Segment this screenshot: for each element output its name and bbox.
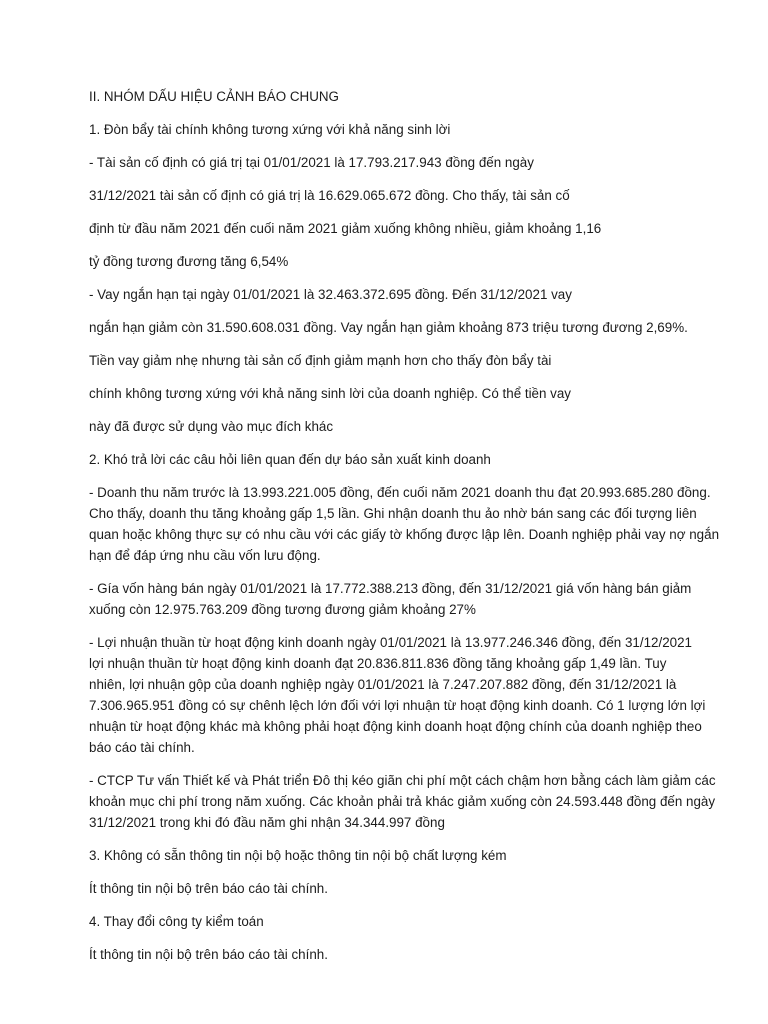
item1-line: ngắn hạn giảm còn 31.590.608.031 đồng. Vay ngắn hạn giảm khoảng 873 triệu tương đương 2,69%. bbox=[89, 320, 688, 335]
paragraph-line: lợi nhuận thuần từ hoạt động kinh doanh đạt 20.836.811.836 đồng tăng khoảng gấp 1,49 lần. Tuy bbox=[89, 656, 667, 671]
item2-paragraph-costs bbox=[89, 770, 716, 833]
section-title: II. NHÓM DẤU HIỆU CẢNH BÁO CHUNG bbox=[89, 89, 339, 104]
item1-line: định từ đầu năm 2021 đến cuối năm 2021 giảm xuống không nhiều, giảm khoảng 1,16 bbox=[89, 221, 602, 236]
item4-heading: 4. Thay đổi công ty kiểm toán bbox=[89, 914, 264, 929]
paragraph-line: 7.306.965.951 đồng có sự chênh lệch lớn đối với lợi nhuận từ hoạt động kinh doanh. Có 1 lượng lớn lợi bbox=[89, 698, 706, 713]
paragraph-line: - CTCP Tư vấn Thiết kế và Phát triển Đô thị kéo giãn chi phí một cách chậm hơn bằng cách làm giảm các bbox=[89, 773, 716, 788]
item1-line: - Tài sản cố định có giá trị tại 01/01/2021 là 17.793.217.943 đồng đến ngày bbox=[89, 155, 534, 170]
paragraph-line: nhiên, lợi nhuận gộp của doanh nghiệp ngày 01/01/2021 là 7.247.207.882 đồng, đến 31/12/2021 là bbox=[89, 677, 677, 692]
item1-heading: 1. Đòn bẩy tài chính không tương xứng với khả năng sinh lời bbox=[89, 122, 451, 137]
paragraph-line: hạn để đáp ứng nhu cầu vốn lưu động. bbox=[89, 548, 321, 563]
item2-paragraph-profit bbox=[89, 632, 706, 758]
item2-paragraph-cogs bbox=[89, 578, 692, 620]
paragraph-line: nhuận từ hoạt động khác mà không phải hoạt động kinh doanh hoạt động chính của doanh nghiệp theo bbox=[89, 719, 702, 734]
item1-line: chính không tương xứng với khả năng sinh lời của doanh nghiệp. Có thể tiền vay bbox=[89, 386, 572, 401]
item1-line: này đã được sử dụng vào mục đích khác bbox=[89, 419, 334, 434]
paragraph-line: - Lợi nhuận thuần từ hoạt động kinh doanh ngày 01/01/2021 là 13.977.246.346 đồng, đến 31/12/2021 bbox=[89, 635, 692, 650]
item2-heading: 2. Khó trả lời các câu hỏi liên quan đến dự báo sản xuất kinh doanh bbox=[89, 452, 491, 467]
item4-text: Ít thông tin nội bộ trên báo cáo tài chính. bbox=[89, 947, 328, 962]
paragraph-line: báo cáo tài chính. bbox=[89, 740, 195, 755]
paragraph-line: - Gía vốn hàng bán ngày 01/01/2021 là 17.772.388.213 đồng, đến 31/12/2021 giá vốn hàng bán giảm bbox=[89, 581, 692, 596]
paragraph-line: quan hoặc không thực sự có nhu cầu với các giấy tờ khống được lập lên. Doanh nghiệp phải vay nợ ngắn bbox=[89, 527, 720, 542]
item3-text: Ít thông tin nội bộ trên báo cáo tài chính. bbox=[89, 881, 328, 896]
document-body bbox=[89, 86, 720, 965]
item3-heading: 3. Không có sẵn thông tin nội bộ hoặc thông tin nội bộ chất lượng kém bbox=[89, 848, 507, 863]
item2-paragraph-revenue bbox=[89, 482, 720, 566]
paragraph-line: Cho thấy, doanh thu tăng khoảng gấp 1,5 lần. Ghi nhận doanh thu ảo nhờ bán sang các đối tượng liên bbox=[89, 506, 697, 521]
paragraph-line: khoản mục chi phí trong năm xuống. Các khoản phải trả khác giảm xuống còn 24.593.448 đồng đến ngày bbox=[89, 794, 716, 809]
item1-line: 31/12/2021 tài sản cố định có giá trị là 16.629.065.672 đồng. Cho thấy, tài sản cố bbox=[89, 188, 570, 203]
paragraph-line: xuống còn 12.975.763.209 đồng tương đương giảm khoảng 27% bbox=[89, 602, 476, 617]
paragraph-line: - Doanh thu năm trước là 13.993.221.005 đồng, đến cuối năm 2021 doanh thu đạt 20.993.685.280 đồng. bbox=[89, 485, 711, 500]
item1-line: tỷ đồng tương đương tăng 6,54% bbox=[89, 254, 289, 269]
item1-line: - Vay ngắn hạn tại ngày 01/01/2021 là 32.463.372.695 đồng. Đến 31/12/2021 vay bbox=[89, 287, 572, 302]
paragraph-line: 31/12/2021 trong khi đó đầu năm ghi nhận 34.344.997 đồng bbox=[89, 815, 445, 830]
item1-line: Tiền vay giảm nhẹ nhưng tài sản cố định giảm mạnh hơn cho thấy đòn bẩy tài bbox=[89, 353, 552, 368]
